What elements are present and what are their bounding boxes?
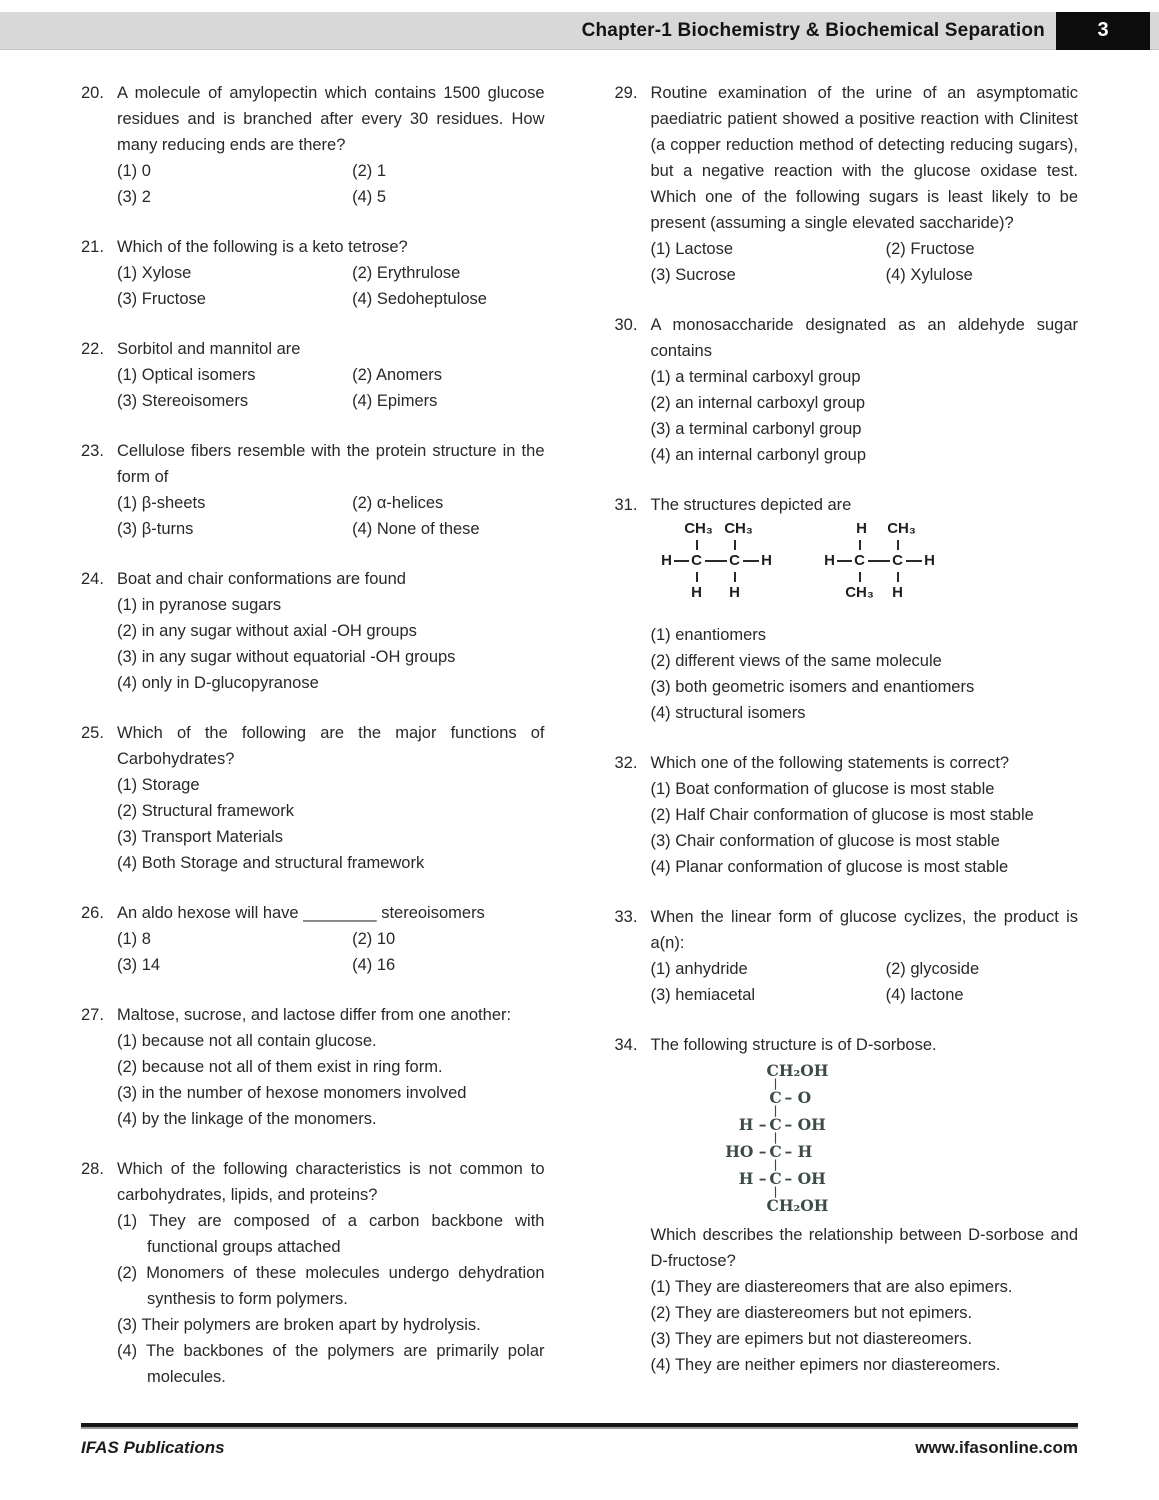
options (117, 260, 545, 312)
option: (3) both geometric isomers and enantiomers (650, 678, 975, 696)
question-number: 31. (614, 496, 638, 514)
bond (868, 560, 890, 562)
footer (81, 1423, 1078, 1458)
option: (2) Half Chair conformation of glucose is most stable (650, 806, 1034, 824)
bond (837, 560, 852, 562)
option: (2) an internal carboxyl group (650, 394, 866, 412)
option: (4) 16 (352, 956, 396, 974)
options (651, 956, 1079, 1008)
options (117, 158, 545, 210)
option: (3) They are epimers but not diastereomers. (650, 1330, 973, 1348)
question-text: When the linear form of glucose cyclizes, the product is a(n): (650, 908, 1078, 952)
option: (3) Sucrose (650, 266, 736, 284)
question-33 (615, 904, 1079, 1008)
atom-label: H (661, 552, 672, 569)
bond: | (773, 1158, 778, 1171)
bond: | (773, 1104, 778, 1117)
chapter-title: Chapter-1 Biochemistry & Biochemical Separation (581, 19, 1045, 41)
right-column (615, 80, 1079, 1414)
question-32 (615, 750, 1079, 880)
option: (1) They are composed of a carbon backbone with functional groups attached (117, 1212, 545, 1256)
option: (1) Optical isomers (117, 366, 256, 384)
atom-label: CH₃ (684, 520, 713, 537)
option: (3) Chair conformation of glucose is most stable (650, 832, 1000, 850)
option: (2) in any sugar without axial -OH groups (117, 622, 417, 640)
question-number: 24. (81, 570, 104, 588)
bond: | (773, 1077, 778, 1090)
option: (1) They are diastereomers that are also epimers. (650, 1278, 1013, 1296)
option: (1) anhydride (650, 960, 748, 978)
question-text: Which of the following are the major functions of Carbohydrates? (117, 724, 545, 768)
atom-label: – OH (784, 1169, 826, 1188)
option: (4) only in D-glucopyranose (117, 674, 319, 692)
bond (734, 540, 736, 550)
question-25 (81, 720, 545, 876)
option: (4) Epimers (352, 392, 438, 410)
atom-label: H – (738, 1115, 767, 1134)
bond (897, 540, 899, 550)
atom-label: CH₂OH (766, 1061, 829, 1080)
molecule-structure-right (822, 520, 962, 618)
options (117, 362, 545, 414)
bond (734, 572, 736, 582)
option: (2) 10 (352, 930, 396, 948)
option: (2) α-helices (352, 494, 444, 512)
option: (4) They are neither epimers nor diastereomers. (650, 1356, 1001, 1374)
option: (4) None of these (352, 520, 480, 538)
question-text: A monosaccharide designated as an aldehyde sugar contains (650, 316, 1078, 360)
option: (4) by the linkage of the monomers. (117, 1110, 377, 1128)
option: (2) Monomers of these molecules undergo dehydration synthesis to form polymers. (117, 1264, 545, 1308)
atom-label: H (729, 584, 740, 601)
option: (3) Fructose (117, 290, 206, 308)
publisher-name: IFAS Publications (81, 1438, 225, 1457)
bond: | (773, 1131, 778, 1144)
question-text: Maltose, sucrose, and lactose differ from one another: (117, 1006, 512, 1024)
atom-label: CH₃ (845, 584, 874, 601)
question-number: 23. (81, 442, 104, 460)
atom-label: C (854, 552, 865, 569)
options (651, 364, 1079, 468)
question-columns (81, 80, 1078, 1414)
question-text: Which of the following is a keto tetrose? (117, 238, 408, 256)
options (117, 1028, 545, 1132)
question-text: Which of the following characteristics is not common to carbohydrates, lipids, and proteins? (117, 1160, 545, 1204)
question-number: 30. (614, 316, 638, 334)
option: (1) Storage (117, 776, 200, 794)
option: (3) hemiacetal (650, 986, 756, 1004)
atom-label: – OH (784, 1115, 826, 1134)
atom-label: CH₃ (724, 520, 753, 537)
question-number: 29. (614, 84, 638, 102)
options (651, 776, 1079, 880)
question-number: 22. (81, 340, 104, 358)
atom-label: H (691, 584, 702, 601)
atom-label: C (769, 1115, 782, 1134)
option: (4) Planar conformation of glucose is most stable (650, 858, 1009, 876)
question-number: 32. (614, 754, 638, 772)
question-text: Cellulose fibers resemble with the protein structure in the form of (117, 442, 545, 486)
question-22 (81, 336, 545, 414)
option: (2) Structural framework (117, 802, 294, 820)
option: (3) β-turns (117, 520, 194, 538)
bond (859, 572, 861, 582)
option: (4) 5 (352, 188, 387, 206)
atom-label: CH₂OH (766, 1196, 829, 1215)
option: (4) Sedoheptulose (352, 290, 487, 308)
atom-label: H (892, 584, 903, 601)
option: (3) a terminal carbonyl group (650, 420, 862, 438)
question-text: Boat and chair conformations are found (117, 570, 406, 588)
bond (674, 560, 689, 562)
option: (3) Stereoisomers (117, 392, 249, 410)
bond (705, 560, 727, 562)
option: (1) 0 (117, 162, 151, 180)
question-27 (81, 1002, 545, 1132)
option: (1) 8 (117, 930, 151, 948)
question-30 (615, 312, 1079, 468)
atom-label: C (729, 552, 740, 569)
atom-label: HO – (725, 1142, 767, 1161)
option: (1) β-sheets (117, 494, 206, 512)
header-bar (0, 12, 1159, 50)
option: (4) Both Storage and structural framework (117, 854, 425, 872)
atom-label: C (769, 1142, 782, 1161)
option: (2) Anomers (352, 366, 442, 384)
option: (4) Xylulose (885, 266, 973, 284)
bond (906, 560, 922, 562)
question-21 (81, 234, 545, 312)
question-text-continued: Which describes the relationship between D-sorbose and D-fructose? (650, 1226, 1078, 1270)
option: (2) because not all of them exist in ring form. (117, 1058, 443, 1076)
bond (696, 572, 698, 582)
question-number: 26. (81, 904, 104, 922)
question-number: 20. (81, 84, 104, 102)
option: (4) an internal carbonyl group (650, 446, 867, 464)
question-number: 33. (614, 908, 638, 926)
footer-rule (81, 1423, 1078, 1429)
atom-label: H (824, 552, 835, 569)
option: (3) Their polymers are broken apart by hydrolysis. (117, 1316, 481, 1334)
atom-label: C (769, 1088, 782, 1107)
question-29 (615, 80, 1079, 288)
options (117, 1208, 545, 1390)
question-text: The following structure is of D-sorbose. (650, 1036, 937, 1054)
option: (3) Transport Materials (117, 828, 283, 846)
bond: | (773, 1185, 778, 1198)
options (651, 1274, 1079, 1378)
atom-label: – O (784, 1088, 812, 1107)
atom-label: H – (738, 1169, 767, 1188)
option: (4) structural isomers (650, 704, 806, 722)
page-number-badge: 3 (1056, 12, 1150, 50)
option: (2) Erythrulose (352, 264, 461, 282)
option: (3) 14 (117, 956, 161, 974)
option: (1) Xylose (117, 264, 192, 282)
atom-label: – H (784, 1142, 813, 1161)
options (651, 236, 1079, 288)
question-text: A molecule of amylopectin which contains 1500 glucose residues and is branched after every 30 residues. How many reducing ends are there? (117, 84, 545, 154)
question-number: 28. (81, 1160, 104, 1178)
website-url: www.ifasonline.com (915, 1438, 1078, 1457)
option: (4) lactone (885, 986, 964, 1004)
question-number: 34. (614, 1036, 638, 1054)
option: (1) enantiomers (650, 626, 767, 644)
bond (859, 540, 861, 550)
option: (1) a terminal carboxyl group (650, 368, 861, 386)
bond (897, 572, 899, 582)
atom-label: H (856, 520, 867, 537)
question-24 (81, 566, 545, 696)
option: (3) in the number of hexose monomers involved (117, 1084, 467, 1102)
question-text: Routine examination of the urine of an asymptomatic paediatric patient showed a positive reaction with Clinitest (a copper reduction method of detecting reducing sugars), but a negative reaction with the glucose oxidase test. Which one of the following sugars is least likely to be present (assuming a single elevated saccharide)? (650, 84, 1078, 232)
question-text: An aldo hexose will have ________ stereoisomers (117, 904, 485, 922)
atom-label: C (892, 552, 903, 569)
atom-label: C (691, 552, 702, 569)
bond (743, 560, 759, 562)
option: (4) The backbones of the polymers are primarily polar molecules. (117, 1342, 545, 1386)
option: (2) They are diastereomers but not epimers. (650, 1304, 973, 1322)
options (117, 592, 545, 696)
atom-label: H (924, 552, 935, 569)
option: (2) glycoside (885, 960, 980, 978)
option: (1) because not all contain glucose. (117, 1032, 377, 1050)
bond (696, 540, 698, 550)
question-text: Which one of the following statements is correct? (650, 754, 1010, 772)
question-text: Sorbitol and mannitol are (117, 340, 301, 358)
options (117, 926, 545, 978)
question-number: 21. (81, 238, 104, 256)
question-31 (615, 492, 1079, 726)
option: (2) 1 (352, 162, 387, 180)
question-number: 27. (81, 1006, 104, 1024)
fischer-projection (705, 1062, 1079, 1214)
option: (2) Fructose (885, 240, 975, 258)
question-20 (81, 80, 545, 210)
option: (1) Lactose (650, 240, 734, 258)
options (651, 622, 1079, 726)
options (117, 772, 545, 876)
option: (1) Boat conformation of glucose is most stable (650, 780, 995, 798)
atom-label: C (769, 1169, 782, 1188)
question-26 (81, 900, 545, 978)
atom-label: H (761, 552, 772, 569)
option: (2) different views of the same molecule (650, 652, 942, 670)
option: (1) in pyranose sugars (117, 596, 282, 614)
atom-label: CH₃ (887, 520, 916, 537)
option: (3) 2 (117, 188, 151, 206)
left-column (81, 80, 545, 1414)
question-number: 25. (81, 724, 104, 742)
q31-structure-diagram (659, 520, 969, 618)
question-28 (81, 1156, 545, 1390)
option: (3) in any sugar without equatorial -OH groups (117, 648, 456, 666)
question-23 (81, 438, 545, 542)
question-text: The structures depicted are (650, 496, 852, 514)
question-34 (615, 1032, 1079, 1378)
molecule-structure-left (659, 520, 799, 618)
options (117, 490, 545, 542)
